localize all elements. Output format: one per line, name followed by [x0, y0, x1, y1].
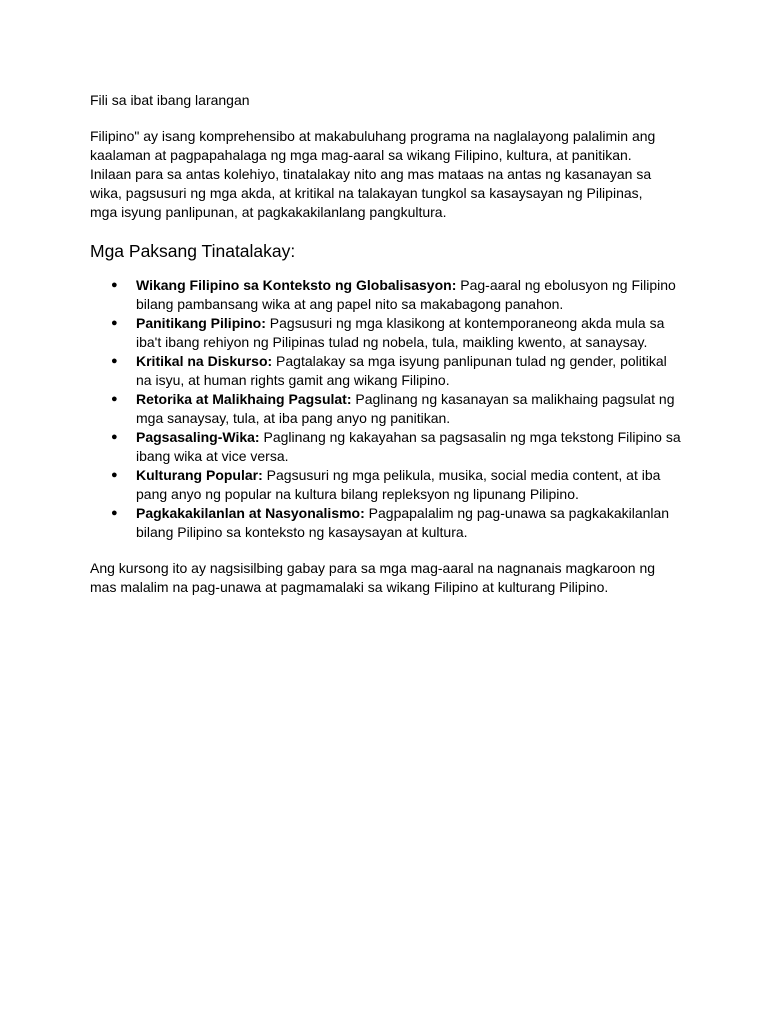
topic-description: Pagsusuri ng mga klasikong at kontemporaneong akda mula sa iba't ibang rehiyon ng Pilipinas tulad ng nobela, tula, maikling kwento, at sanaysay.: [136, 315, 665, 350]
document-title: Fili sa ibat ibang larangan: [90, 92, 250, 108]
list-item: [90, 314, 681, 352]
list-item: [90, 276, 681, 314]
topic-name: Kulturang Popular:: [136, 467, 263, 483]
bullet-icon: ●: [111, 431, 118, 443]
topic-description: Paglinang ng kakayahan sa pagsasalin ng mga tekstong Filipino sa ibang wika at vice versa.: [136, 429, 681, 464]
bullet-icon: ●: [111, 317, 118, 329]
topic-description: Pag-aaral ng ebolusyon ng Filipino bilang pambansang wika at ang papel nito sa makabagong panahon.: [136, 277, 676, 312]
list-item: [90, 504, 681, 542]
document-page: [90, 91, 690, 597]
intro-paragraph: Filipino" ay isang komprehensibo at makabuluhang programa na naglalayong palalimin ang kaalaman at pagpapahalaga ng mga mag-aaral sa wikang Filipino, kultura, at panitikan. Inilaan para sa antas kolehiyo, tinatalakay nito ang mas mataas na antas ng kasanayan sa wika, pagsusuri ng mga akda, at kritikal na talakayan tungkol sa kasaysayan ng Pilipinas, mga isyung panlipunan, at pagkakakilanlang pangkultura.: [90, 128, 656, 220]
bullet-icon: ●: [111, 279, 118, 291]
list-item: [90, 428, 681, 466]
list-item: [90, 390, 681, 428]
bullet-icon: ●: [111, 355, 118, 367]
topic-name: Retorika at Malikhaing Pagsulat:: [136, 391, 352, 407]
list-item: [90, 466, 681, 504]
topic-list: [90, 276, 690, 542]
topic-name: Pagsasaling-Wika:: [136, 429, 260, 445]
topic-description: Paglinang ng kasanayan sa malikhaing pagsulat ng mga sanaysay, tula, at iba pang anyo ng panitikan.: [136, 391, 675, 426]
topic-name: Kritikal na Diskurso:: [136, 353, 273, 369]
bullet-icon: ●: [111, 469, 118, 481]
section-heading: Mga Paksang Tinatalakay:: [90, 241, 296, 261]
topic-name: Wikang Filipino sa Konteksto ng Globalisasyon:: [136, 277, 457, 293]
bullet-icon: ●: [111, 393, 118, 405]
topic-description: Pagpapalalim ng pag-unawa sa pagkakakilanlan bilang Pilipino sa konteksto ng kasaysayan at kultura.: [136, 505, 670, 540]
bullet-icon: ●: [111, 507, 118, 519]
closing-paragraph: Ang kursong ito ay nagsisilbing gabay para sa mga mag-aaral na nagnanais magkaroon ng mas malalim na pag-unawa at pagmamalaki sa wikang Filipino at kulturang Pilipino.: [90, 560, 656, 595]
topic-description: Pagtalakay sa mga isyung panlipunan tulad ng gender, politikal na isyu, at human rights gamit ang wikang Filipino.: [136, 353, 667, 388]
topic-name: Pagkakakilanlan at Nasyonalismo:: [136, 505, 365, 521]
topic-description: Pagsusuri ng mga pelikula, musika, social media content, at iba pang anyo ng popular na kultura bilang repleksyon ng lipunang Pilipino.: [136, 467, 661, 502]
list-item: [90, 352, 681, 390]
topic-name: Panitikang Pilipino:: [136, 315, 266, 331]
